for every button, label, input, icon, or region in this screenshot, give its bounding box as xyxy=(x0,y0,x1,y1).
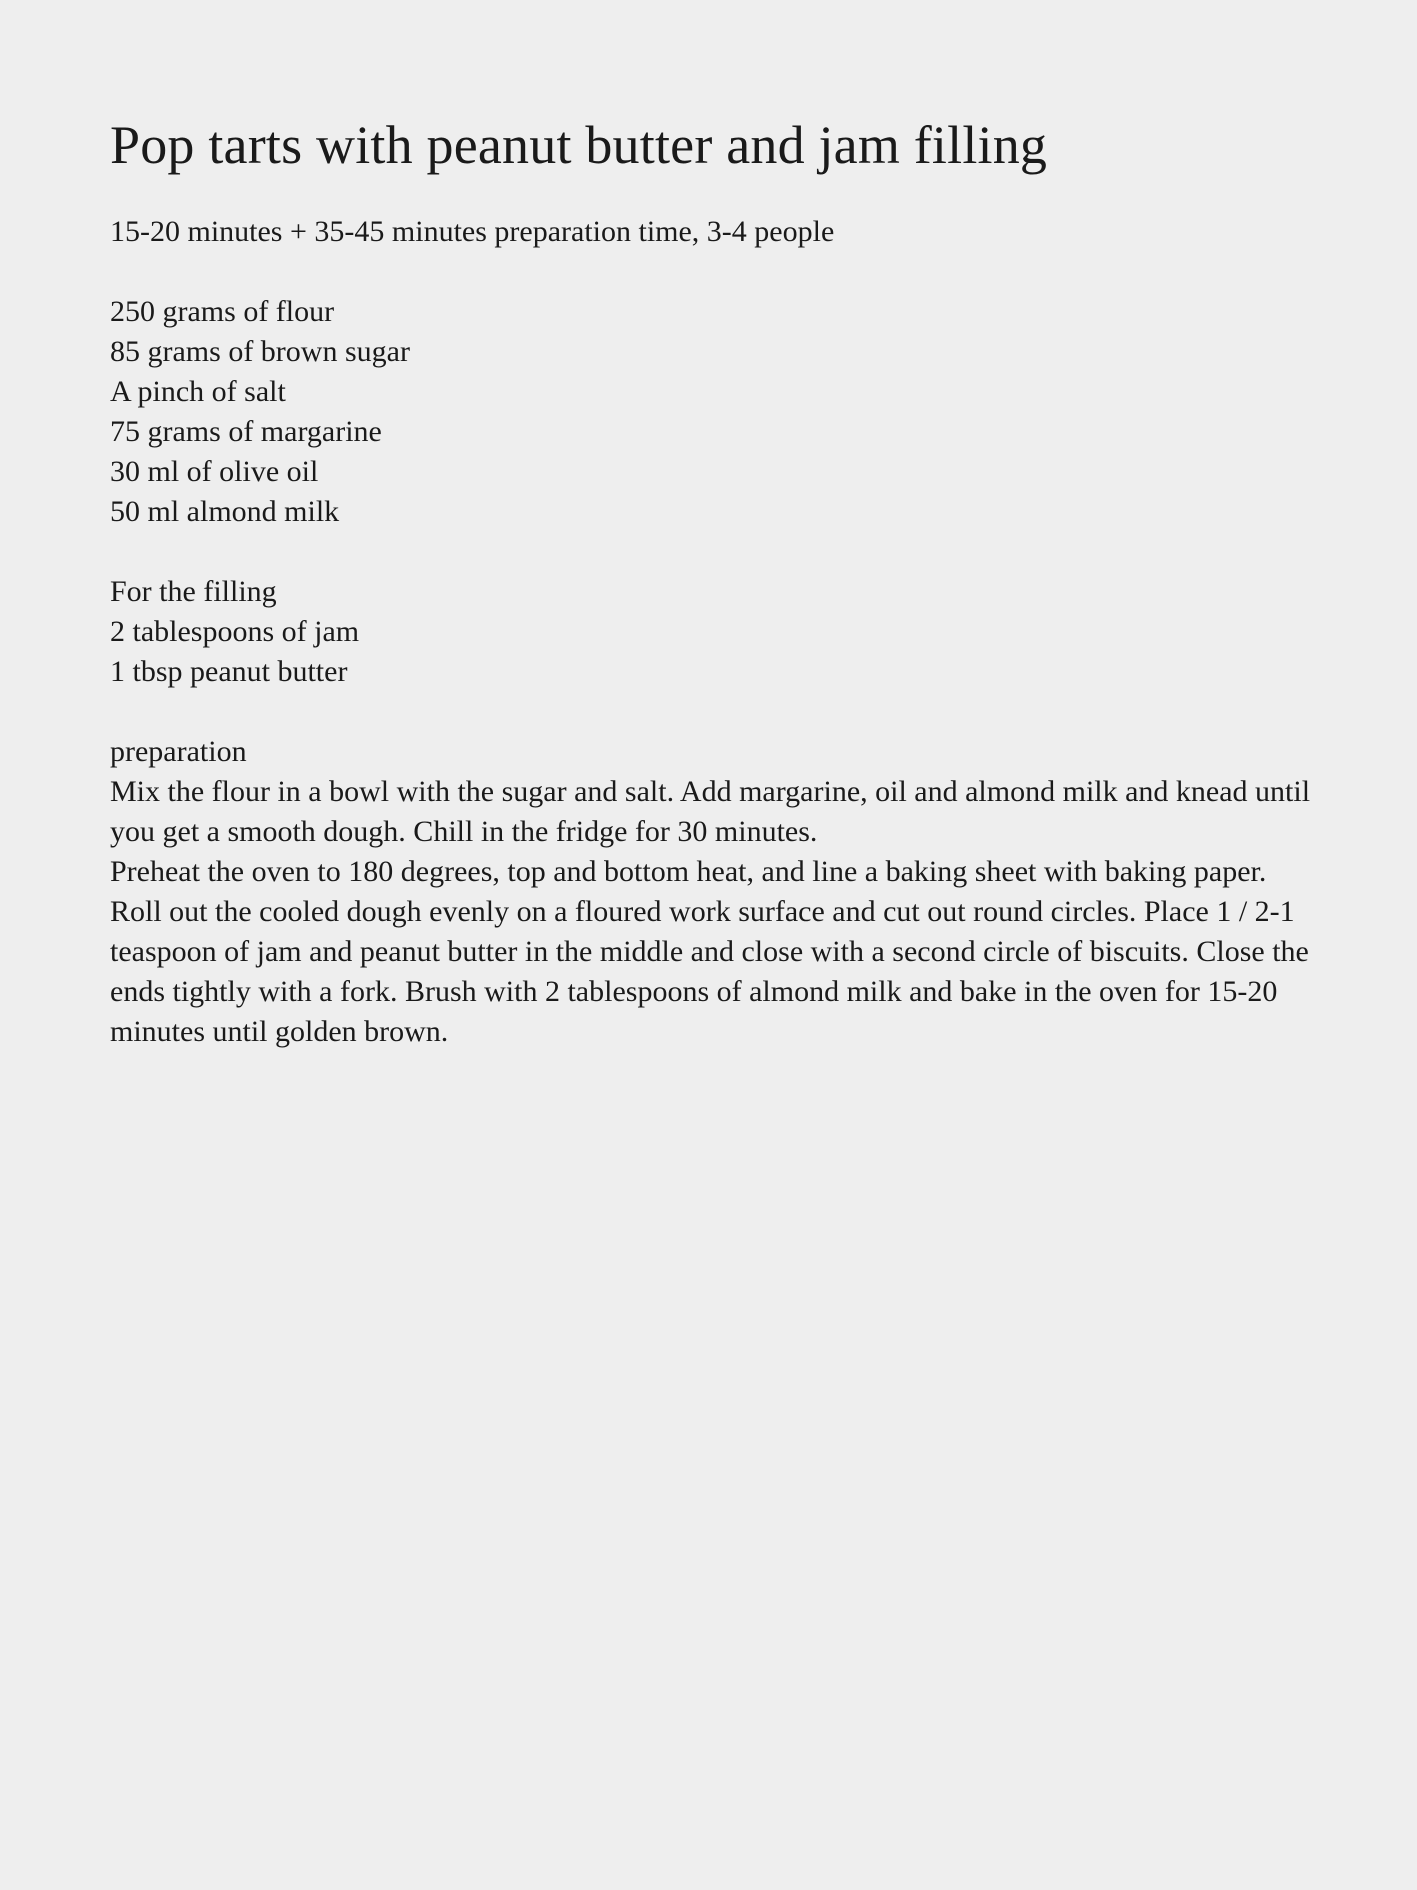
ingredient-item: 250 grams of flour xyxy=(110,295,335,328)
filling-item: 2 tablespoons of jam xyxy=(110,615,360,648)
ingredient-item: 50 ml almond milk xyxy=(110,495,340,528)
filling-section xyxy=(110,572,1327,692)
ingredient-item: 75 grams of margarine xyxy=(110,415,382,448)
preparation-step: Mix the flour in a bowl with the sugar and salt. Add margarine, oil and almond milk and knead until you get a smooth dough. Chill in the fridge for 30 minutes. xyxy=(110,775,1311,848)
preparation-section xyxy=(110,732,1327,1052)
preparation-step: Roll out the cooled dough evenly on a floured work surface and cut out round circles. Place 1 / 2-1 teaspoon of jam and peanut butter in the middle and close with a second circle of biscuits. Close the ends tightly with a fork. Brush with 2 tablespoons of almond milk and bake in the oven for 15-20 minutes until golden brown. xyxy=(110,895,1309,1048)
recipe-title: Pop tarts with peanut butter and jam filling xyxy=(110,115,1048,175)
preparation-heading: preparation xyxy=(110,735,247,768)
preparation-step: Preheat the oven to 180 degrees, top and bottom heat, and line a baking sheet with baking paper. xyxy=(110,855,1267,888)
filling-heading: For the filling xyxy=(110,575,277,608)
filling-item: 1 tbsp peanut butter xyxy=(110,655,348,688)
recipe-meta: 15-20 minutes + 35-45 minutes preparation time, 3-4 people xyxy=(110,215,835,248)
ingredients-list xyxy=(110,292,1327,532)
ingredient-item: 30 ml of olive oil xyxy=(110,455,319,488)
ingredient-item: A pinch of salt xyxy=(110,375,286,408)
ingredient-item: 85 grams of brown sugar xyxy=(110,335,410,368)
